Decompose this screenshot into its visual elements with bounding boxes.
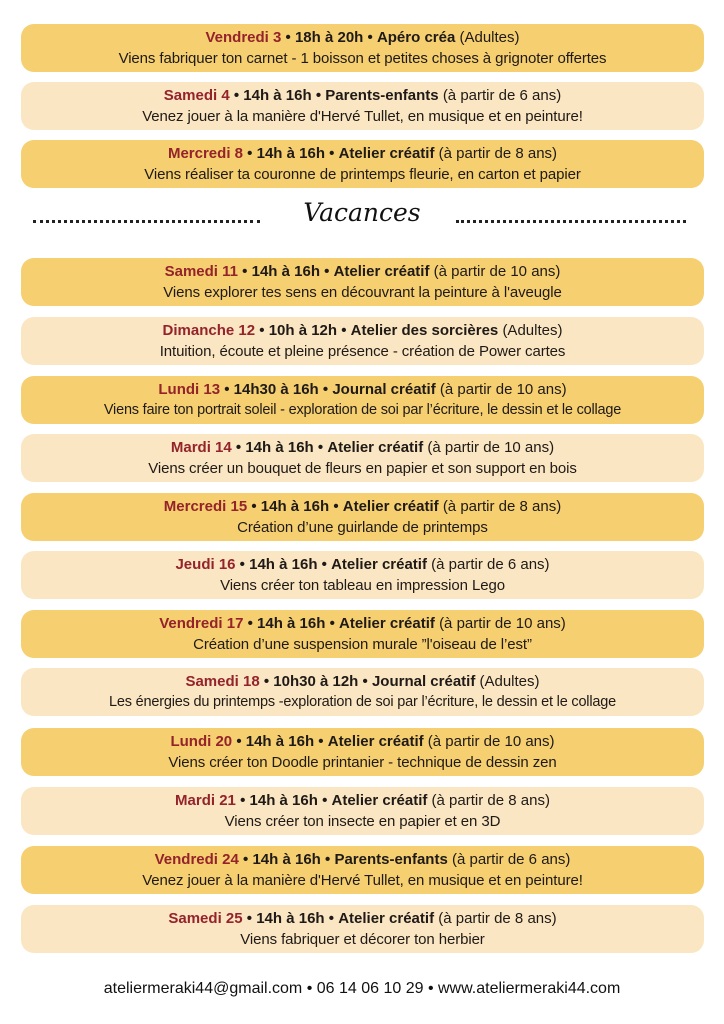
event-header: Mardi 21 • 14h à 16h • Atelier créatif (à partir de 8 ans): [175, 791, 550, 809]
event-time: 14h à 16h: [249, 555, 318, 573]
event-day: Mercredi 8: [167, 144, 243, 162]
event-day: Dimanche 12: [162, 321, 256, 339]
event-description: Viens créer un bouquet de fleurs en papier et son support en bois: [148, 459, 577, 477]
event-card: [21, 846, 704, 894]
event-header: Samedi 11 • 14h à 16h • Atelier créatif (à partir de 10 ans): [164, 262, 561, 280]
event-description: Viens fabriquer ton carnet - 1 boisson et petites choses à grignoter offertes: [118, 49, 607, 67]
dotted-line-left: [33, 220, 260, 223]
event-time: 14h à 16h: [257, 614, 326, 632]
event-header: Vendredi 3 • 18h à 20h • Apéro créa (Adultes): [205, 28, 520, 46]
dotted-line-right: [456, 220, 686, 223]
event-title: Atelier créatif: [339, 614, 435, 632]
event-audience: (à partir de 6 ans): [431, 555, 550, 573]
event-title: Atelier créatif: [342, 497, 439, 515]
event-day: Samedi 4: [163, 86, 230, 104]
event-header: Dimanche 12 • 10h à 12h • Atelier des sorcières (Adultes): [162, 321, 563, 339]
event-card: [21, 24, 704, 72]
event-header: Samedi 18 • 10h30 à 12h • Journal créatif (Adultes): [185, 672, 540, 690]
contact-footer: ateliermeraki44@gmail.com • 06 14 06 10 29 • www.ateliermeraki44.com: [103, 980, 621, 997]
event-title: Atelier créatif: [333, 262, 430, 280]
event-audience: (à partir de 8 ans): [431, 791, 550, 809]
event-header: Samedi 25 • 14h à 16h • Atelier créatif (à partir de 8 ans): [168, 909, 557, 927]
event-time: 14h à 16h: [256, 909, 325, 927]
event-audience: (à partir de 10 ans): [427, 438, 555, 456]
event-header: Jeudi 16 • 14h à 16h • Atelier créatif (à partir de 6 ans): [175, 555, 550, 573]
event-description: Viens faire ton portrait soleil - exploration de soi par l’écriture, le dessin et le collage: [103, 401, 622, 418]
event-card: [21, 376, 704, 424]
event-description: Viens créer ton tableau en impression Lego: [220, 576, 505, 594]
event-time: 10h30 à 12h: [273, 672, 359, 690]
event-description: Viens explorer tes sens en découvrant la peinture à l'aveugle: [163, 283, 562, 301]
event-audience: (à partir de 10 ans): [433, 262, 561, 280]
event-card: [21, 787, 704, 835]
event-time: 14h à 16h: [251, 262, 320, 280]
event-card: [21, 610, 704, 658]
event-description: Venez jouer à la manière d'Hervé Tullet, en musique et en peinture!: [142, 107, 583, 125]
event-audience: (à partir de 6 ans): [442, 86, 562, 104]
event-time: 18h à 20h: [294, 28, 364, 46]
event-time: 14h à 16h: [256, 144, 325, 162]
event-description: Création d’une suspension murale ”l'oiseau de l’est”: [193, 635, 532, 653]
event-description: Venez jouer à la manière d'Hervé Tullet, en musique et en peinture!: [142, 871, 583, 889]
event-title: Atelier créatif: [327, 438, 424, 456]
event-card: [21, 551, 704, 599]
event-day: Lundi 13: [158, 380, 221, 398]
event-audience: (à partir de 6 ans): [451, 850, 571, 868]
event-audience: (à partir de 10 ans): [427, 732, 555, 750]
event-title: Journal créatif: [332, 380, 436, 398]
event-header: Mardi 14 • 14h à 16h • Atelier créatif (à partir de 10 ans): [170, 438, 555, 456]
event-title: Atelier des sorcières: [350, 321, 499, 339]
event-card: [21, 668, 704, 716]
event-title: Atelier créatif: [327, 732, 424, 750]
event-day: Lundi 20: [170, 732, 233, 750]
event-audience: (à partir de 8 ans): [438, 144, 558, 162]
event-time: 14h à 16h: [245, 438, 314, 456]
event-header: Lundi 20 • 14h à 16h • Atelier créatif (à partir de 10 ans): [170, 732, 555, 750]
vacances-divider: [0, 196, 724, 242]
event-header: Lundi 13 • 14h30 à 16h • Journal créatif (à partir de 10 ans): [158, 380, 567, 398]
event-day: Mardi 14: [170, 438, 232, 456]
event-time: 14h à 16h: [245, 732, 315, 750]
event-title: Parents-enfants: [325, 86, 439, 104]
vacances-label: Vacances: [303, 198, 421, 227]
event-audience: (à partir de 10 ans): [439, 614, 566, 632]
event-header: Vendredi 24 • 14h à 16h • Parents-enfants (à partir de 6 ans): [154, 850, 571, 868]
event-audience: (Adultes): [502, 321, 563, 339]
event-time: 14h à 16h: [260, 497, 330, 515]
event-day: Vendredi 24: [154, 850, 239, 868]
event-card: [21, 905, 704, 953]
event-time: 10h à 12h: [268, 321, 338, 339]
event-description: Viens créer ton Doodle printanier - technique de dessin zen: [168, 753, 557, 771]
event-audience: (à partir de 8 ans): [438, 909, 557, 927]
event-day: Vendredi 3: [205, 28, 282, 46]
event-day: Mardi 21: [175, 791, 236, 809]
event-header: Samedi 4 • 14h à 16h • Parents-enfants (à partir de 6 ans): [163, 86, 562, 104]
event-day: Samedi 25: [168, 909, 243, 927]
event-description: Intuition, écoute et pleine présence - création de Power cartes: [159, 342, 566, 360]
event-card: [21, 82, 704, 130]
event-time: 14h à 16h: [249, 791, 318, 809]
event-description: Viens créer ton insecte en papier et en 3D: [224, 812, 501, 830]
event-time: 14h à 16h: [243, 86, 312, 104]
event-header: Vendredi 17 • 14h à 16h • Atelier créatif (à partir de 10 ans): [159, 614, 566, 632]
event-time: 14h à 16h: [252, 850, 321, 868]
event-card: [21, 728, 704, 776]
event-day: Mercredi 15: [163, 497, 248, 515]
event-card: [21, 258, 704, 306]
event-audience: (à partir de 10 ans): [439, 380, 567, 398]
event-day: Jeudi 16: [175, 555, 236, 573]
event-day: Samedi 18: [185, 672, 260, 690]
event-description: Création d’une guirlande de printemps: [237, 518, 488, 536]
event-day: Samedi 11: [164, 262, 238, 280]
event-title: Parents-enfants: [334, 850, 448, 868]
event-description: Viens réaliser ta couronne de printemps fleurie, en carton et papier: [144, 165, 581, 183]
event-title: Atelier créatif: [338, 909, 435, 927]
event-card: [21, 493, 704, 541]
event-title: Atelier créatif: [331, 791, 428, 809]
event-audience: (à partir de 8 ans): [442, 497, 562, 515]
event-card: [21, 434, 704, 482]
event-header: Mercredi 15 • 14h à 16h • Atelier créatif (à partir de 8 ans): [163, 497, 562, 515]
event-audience: (Adultes): [479, 672, 540, 690]
event-title: Atelier créatif: [338, 144, 435, 162]
event-audience: (Adultes): [459, 28, 520, 46]
event-title: Journal créatif: [371, 672, 476, 690]
event-title: Apéro créa: [376, 28, 456, 46]
event-time: 14h30 à 16h: [233, 380, 319, 398]
event-day: Vendredi 17: [159, 614, 244, 632]
event-description: Les énergies du printemps -exploration de soi par l’écriture, le dessin et le collage: [109, 693, 616, 710]
event-header: Mercredi 8 • 14h à 16h • Atelier créatif (à partir de 8 ans): [167, 144, 558, 162]
event-title: Atelier créatif: [331, 555, 427, 573]
event-description: Viens fabriquer et décorer ton herbier: [240, 930, 485, 948]
event-card: [21, 317, 704, 365]
event-card: [21, 140, 704, 188]
